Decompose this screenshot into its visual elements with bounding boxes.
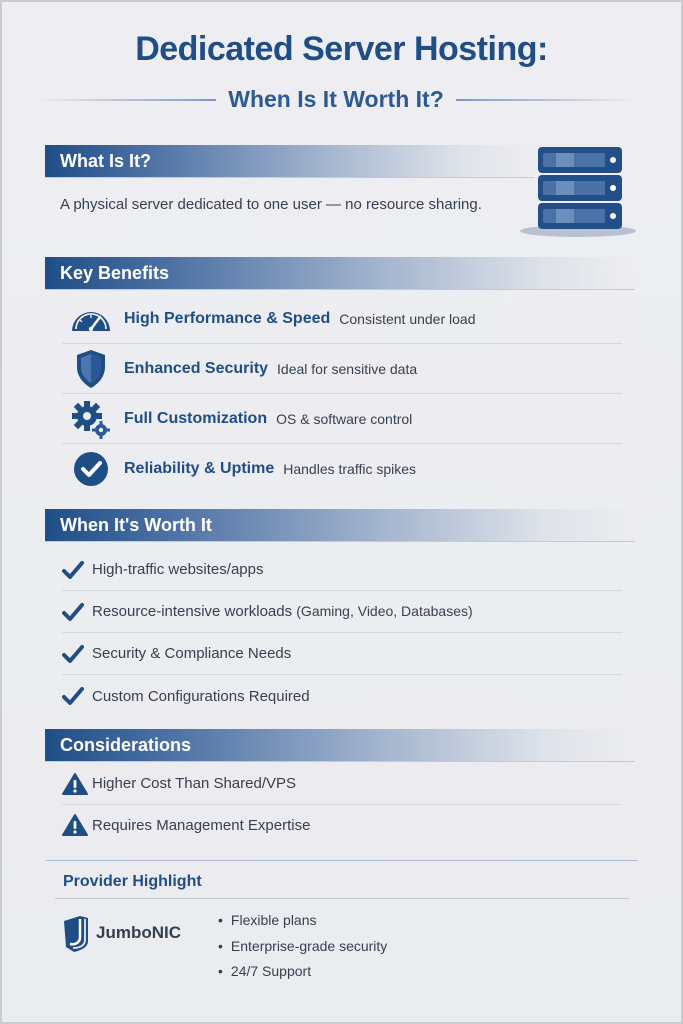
provider-point: • 24/7 Support [218, 959, 387, 985]
shield-icon [62, 349, 120, 389]
section-header-considerations: Considerations [45, 729, 635, 762]
worth-it-item [62, 591, 622, 633]
worth-it-item [62, 549, 622, 591]
speedometer-icon [62, 299, 120, 339]
worth-it-text [92, 603, 473, 620]
provider-heading: Provider Highlight [63, 873, 202, 890]
worth-it-main: Resource-intensive workloads [92, 603, 293, 620]
section-header-key-benefits: Key Benefits [45, 257, 635, 290]
provider-logo [60, 913, 181, 953]
worth-it-item [62, 633, 622, 675]
provider-points-list [218, 908, 387, 985]
worth-it-text: Security & Compliance Needs [92, 645, 292, 662]
section-header-worth-it: When It's Worth It [45, 509, 635, 542]
warning-icon [62, 811, 92, 839]
section-divider [46, 860, 638, 861]
decorative-rule-left [36, 99, 216, 101]
benefit-item-reliability [62, 444, 622, 494]
checkmark-icon [62, 640, 92, 668]
page-title: Dedicated Server Hosting: [135, 30, 548, 68]
checkmark-icon [62, 556, 92, 584]
benefit-description: Consistent under load [339, 310, 476, 327]
benefit-description: Ideal for sensitive data [277, 360, 418, 377]
check-circle-icon [62, 449, 120, 489]
checkmark-icon [62, 598, 92, 626]
checkmark-icon [62, 682, 92, 710]
consideration-text: Requires Management Expertise [92, 816, 311, 834]
benefit-title: Enhanced Security [124, 359, 269, 377]
consideration-text: Higher Cost Than Shared/VPS [92, 775, 297, 792]
jumbonic-shield-icon [60, 913, 94, 953]
benefit-item-performance [62, 294, 622, 344]
provider-name: JumboNIC [96, 923, 181, 942]
consideration-item [62, 804, 622, 846]
benefit-item-security [62, 344, 622, 394]
what-is-it-description: A physical server dedicated to one user — no resource sharing. [60, 196, 482, 213]
section-header-what-is-it: What Is It? [45, 145, 535, 178]
worth-it-text: High-traffic websites/apps [92, 561, 264, 578]
benefit-description: Handles traffic spikes [283, 461, 417, 477]
subtitle-row [36, 86, 636, 113]
worth-it-item [62, 675, 622, 717]
provider-divider [55, 898, 629, 899]
benefit-title: Reliability & Uptime [124, 460, 275, 477]
worth-it-note: (Gaming, Video, Databases) [296, 603, 473, 619]
benefit-description: OS & software control [276, 410, 413, 427]
provider-point: • Flexible plans [218, 908, 387, 934]
server-rack-icon [518, 145, 638, 240]
decorative-rule-right [456, 99, 636, 101]
gears-icon [62, 399, 120, 439]
benefit-title: Full Customization [124, 409, 268, 427]
warning-icon [62, 770, 92, 798]
benefit-item-customization [62, 394, 622, 444]
page-subtitle: When Is It Worth It? [228, 86, 444, 112]
benefit-title: High Performance & Speed [124, 309, 331, 327]
consideration-item [62, 763, 622, 805]
worth-it-text: Custom Configurations Required [92, 687, 310, 705]
provider-point: • Enterprise-grade security [218, 934, 387, 960]
